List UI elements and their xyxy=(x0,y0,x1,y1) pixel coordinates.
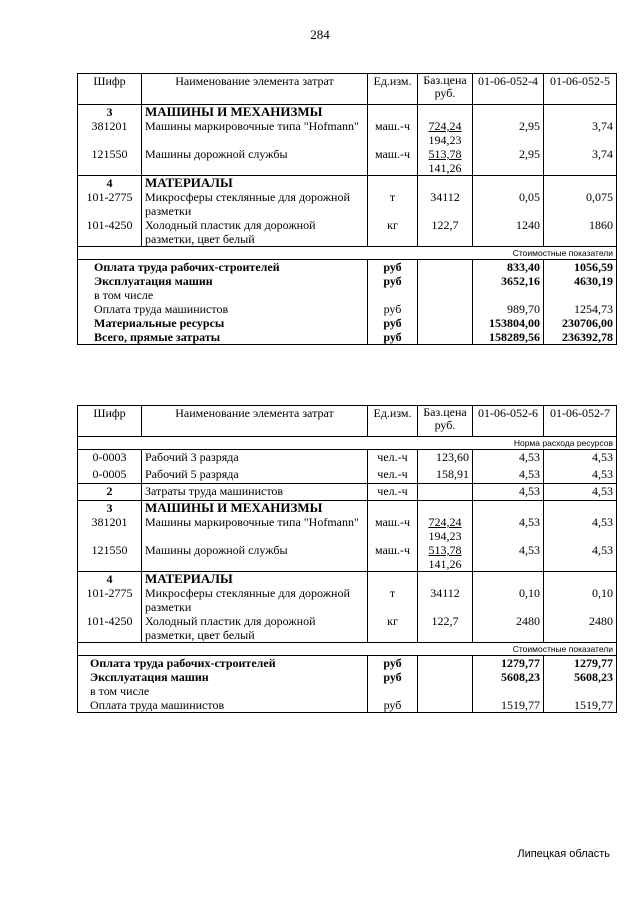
row-unit: маш.-ч xyxy=(368,515,418,543)
totals-row xyxy=(78,274,617,288)
totals-value-a: 5608,23 xyxy=(473,670,544,684)
row-price-main: 724,24 xyxy=(428,515,462,529)
totals-value-a: 833,40 xyxy=(473,260,544,275)
row-code: 0-0003 xyxy=(78,450,142,467)
header-col-b: 01-06-052-5 xyxy=(544,74,617,105)
totals-value-a: 989,70 xyxy=(473,302,544,316)
section-materials xyxy=(78,176,617,191)
row-unit: т xyxy=(368,190,418,218)
section-title: МАТЕРИАЛЫ xyxy=(142,572,368,587)
row-name: Машины дорожной службы xyxy=(142,147,368,176)
banner-cost-indicators: Стоимостные показатели xyxy=(78,643,617,656)
totals-name: Материальные ресурсы xyxy=(78,316,368,330)
row-unit: чел.-ч xyxy=(368,450,418,467)
row-value-a: 0,05 xyxy=(473,190,544,218)
row-code: 101-2775 xyxy=(78,586,142,614)
row-value-a: 4,53 xyxy=(473,450,544,467)
row-code: 2 xyxy=(78,484,142,501)
row-value-b: 0,075 xyxy=(544,190,617,218)
page-number: 284 xyxy=(310,27,330,42)
row-value-b: 4,53 xyxy=(544,450,617,467)
header-base-price: Баз.цена руб. xyxy=(418,406,473,437)
row-name: Микросферы стеклянные для дорожной разметки xyxy=(142,586,368,614)
row-price: 123,60 xyxy=(418,450,473,467)
banner-resource-norm: Норма расхода ресурсов xyxy=(78,437,617,450)
header-col-b: 01-06-052-7 xyxy=(544,406,617,437)
section-title: МАТЕРИАЛЫ xyxy=(142,176,368,191)
row-name: Рабочий 5 разряда xyxy=(142,467,368,484)
row-value-b: 4,53 xyxy=(544,515,617,543)
cost-table-2 xyxy=(77,405,617,713)
header-code: Шифр xyxy=(78,74,142,105)
totals-value-b: 1519,77 xyxy=(544,698,617,713)
row-name: Машины дорожной службы xyxy=(142,543,368,572)
table-row xyxy=(78,484,617,501)
row-price-wage: 194,23 xyxy=(428,529,462,543)
totals-row xyxy=(78,260,617,275)
header-col-a: 01-06-052-4 xyxy=(473,74,544,105)
totals-name: Оплата труда рабочих-строителей xyxy=(78,656,368,671)
header-col-a: 01-06-052-6 xyxy=(473,406,544,437)
row-name: Машины маркировочные типа "Hofmann" xyxy=(142,119,368,147)
header-code: Шифр xyxy=(78,406,142,437)
totals-row xyxy=(78,330,617,345)
section-machines xyxy=(78,501,617,516)
row-value-b: 3,74 xyxy=(544,119,617,147)
header-base-price: Баз.цена руб. xyxy=(418,74,473,105)
header-unit: Ед.изм. xyxy=(368,74,418,105)
row-code: 121550 xyxy=(78,543,142,572)
row-price-main: 513,78 xyxy=(428,147,462,161)
table-row xyxy=(78,147,617,176)
totals-unit: руб xyxy=(368,330,418,345)
totals-unit: руб xyxy=(368,274,418,288)
row-value-a: 4,53 xyxy=(473,467,544,484)
totals-value-a: 1279,77 xyxy=(473,656,544,671)
totals-name: Оплата труда машинистов xyxy=(78,698,368,713)
totals-value-b: 1254,73 xyxy=(544,302,617,316)
row-code: 101-4250 xyxy=(78,218,142,247)
row-value-b: 4,53 xyxy=(544,543,617,572)
totals-name: в том числе xyxy=(78,288,368,302)
totals-unit: руб xyxy=(368,670,418,684)
row-price: 122,7 xyxy=(418,218,473,247)
row-value-b: 3,74 xyxy=(544,147,617,176)
table-header xyxy=(78,74,617,105)
cost-table-1 xyxy=(77,73,617,345)
row-name: Холодный пластик для дорожной разметки, цвет белый xyxy=(142,614,368,643)
totals-name: Эксплуатация машин xyxy=(78,274,368,288)
section-number: 4 xyxy=(78,176,142,191)
section-number: 3 xyxy=(78,105,142,120)
totals-name: в том числе xyxy=(78,684,368,698)
table-row xyxy=(78,614,617,643)
row-value-b: 0,10 xyxy=(544,586,617,614)
totals-row xyxy=(78,684,617,698)
row-unit: маш.-ч xyxy=(368,119,418,147)
totals-value-b: 1056,59 xyxy=(544,260,617,275)
totals-value-b: 1279,77 xyxy=(544,656,617,671)
totals-row xyxy=(78,656,617,671)
banner-cost-indicators: Стоимостные показатели xyxy=(78,247,617,260)
row-value-b: 4,53 xyxy=(544,467,617,484)
totals-value-b: 236392,78 xyxy=(544,330,617,345)
row-code: 101-4250 xyxy=(78,614,142,643)
row-unit: т xyxy=(368,586,418,614)
totals-unit: руб xyxy=(368,316,418,330)
row-price-wage: 194,23 xyxy=(428,133,462,147)
row-unit: чел.-ч xyxy=(368,467,418,484)
section-title: МАШИНЫ И МЕХАНИЗМЫ xyxy=(142,105,368,120)
section-materials xyxy=(78,572,617,587)
totals-name: Всего, прямые затраты xyxy=(78,330,368,345)
row-code: 101-2775 xyxy=(78,190,142,218)
row-value-b: 1860 xyxy=(544,218,617,247)
row-price: 158,91 xyxy=(418,467,473,484)
row-unit: маш.-ч xyxy=(368,147,418,176)
section-title: МАШИНЫ И МЕХАНИЗМЫ xyxy=(142,501,368,516)
row-name: Машины маркировочные типа "Hofmann" xyxy=(142,515,368,543)
header-name: Наименование элемента затрат xyxy=(142,406,368,437)
totals-name: Эксплуатация машин xyxy=(78,670,368,684)
row-price-main: 724,24 xyxy=(428,119,462,133)
row-value-a: 4,53 xyxy=(473,543,544,572)
table-row xyxy=(78,119,617,147)
table-row xyxy=(78,586,617,614)
totals-row xyxy=(78,670,617,684)
row-code: 0-0005 xyxy=(78,467,142,484)
totals-unit: руб xyxy=(368,656,418,671)
totals-name: Оплата труда машинистов xyxy=(78,302,368,316)
row-name: Микросферы стеклянные для дорожной разметки xyxy=(142,190,368,218)
row-value-a: 2480 xyxy=(473,614,544,643)
totals-row xyxy=(78,288,617,302)
row-value-a: 2,95 xyxy=(473,119,544,147)
totals-value-a: 153804,00 xyxy=(473,316,544,330)
row-price: 122,7 xyxy=(418,614,473,643)
row-price: 34112 xyxy=(418,586,473,614)
section-machines xyxy=(78,105,617,120)
row-name: Холодный пластик для дорожной разметки, цвет белый xyxy=(142,218,368,247)
header-unit: Ед.изм. xyxy=(368,406,418,437)
row-unit: кг xyxy=(368,218,418,247)
row-price: 34112 xyxy=(418,190,473,218)
row-price-wage: 141,26 xyxy=(428,161,462,175)
totals-name: Оплата труда рабочих-строителей xyxy=(78,260,368,275)
section-number: 3 xyxy=(78,501,142,516)
row-unit: кг xyxy=(368,614,418,643)
row-value-a: 1240 xyxy=(473,218,544,247)
row-name: Затраты труда машинистов xyxy=(142,484,368,501)
table-row xyxy=(78,450,617,467)
table-row xyxy=(78,515,617,543)
row-price-wage: 141,26 xyxy=(428,557,462,571)
totals-row xyxy=(78,316,617,330)
totals-row xyxy=(78,302,617,316)
row-code: 381201 xyxy=(78,515,142,543)
row-unit: маш.-ч xyxy=(368,543,418,572)
row-value-b: 4,53 xyxy=(544,484,617,501)
table-row xyxy=(78,190,617,218)
row-value-a: 2,95 xyxy=(473,147,544,176)
row-value-b: 2480 xyxy=(544,614,617,643)
row-value-a: 4,53 xyxy=(473,484,544,501)
table-row xyxy=(78,218,617,247)
table-row xyxy=(78,467,617,484)
row-value-a: 4,53 xyxy=(473,515,544,543)
totals-value-b: 5608,23 xyxy=(544,670,617,684)
row-price-main: 513,78 xyxy=(428,543,462,557)
totals-unit: руб xyxy=(368,302,418,316)
row-name: Рабочий 3 разряда xyxy=(142,450,368,467)
footer-region: Липецкая область xyxy=(517,848,610,860)
totals-value-b: 4630,19 xyxy=(544,274,617,288)
table-row xyxy=(78,543,617,572)
totals-unit: руб xyxy=(368,260,418,275)
totals-value-a: 1519,77 xyxy=(473,698,544,713)
totals-value-b: 230706,00 xyxy=(544,316,617,330)
totals-value-a: 158289,56 xyxy=(473,330,544,345)
totals-value-a: 3652,16 xyxy=(473,274,544,288)
row-code: 121550 xyxy=(78,147,142,176)
table-header xyxy=(78,406,617,437)
header-name: Наименование элемента затрат xyxy=(142,74,368,105)
totals-unit: руб xyxy=(368,698,418,713)
row-value-a: 0,10 xyxy=(473,586,544,614)
row-code: 381201 xyxy=(78,119,142,147)
row-unit: чел.-ч xyxy=(368,484,418,501)
section-number: 4 xyxy=(78,572,142,587)
totals-row xyxy=(78,698,617,713)
